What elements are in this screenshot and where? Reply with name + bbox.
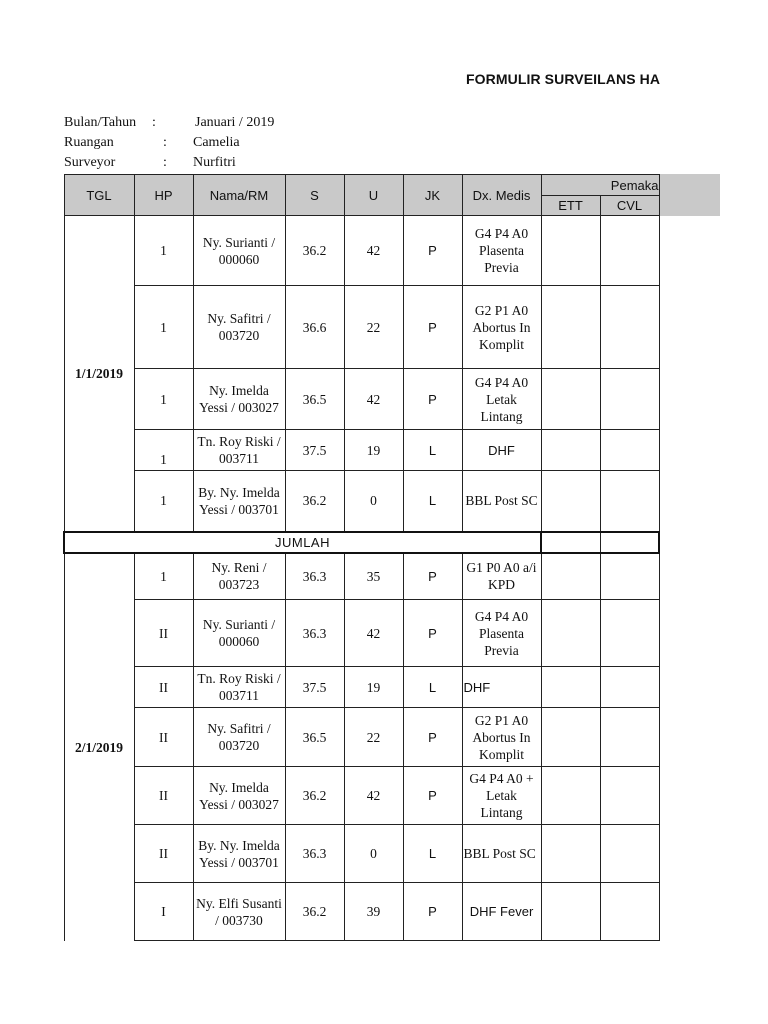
jumlah-label: JUMLAH bbox=[64, 532, 541, 553]
s-cell: 36.2 bbox=[285, 471, 344, 532]
ett-cell bbox=[541, 667, 600, 708]
u-cell: 19 bbox=[344, 667, 403, 708]
dx-cell: G1 P0 A0 a/i KPD bbox=[462, 553, 541, 600]
cvl-cell bbox=[600, 286, 659, 369]
s-cell: 36.2 bbox=[285, 767, 344, 825]
table-row bbox=[64, 667, 659, 708]
hp-cell: 1 bbox=[134, 430, 193, 471]
hp-cell: II bbox=[134, 825, 193, 883]
total-row bbox=[64, 532, 659, 553]
jk-cell: L bbox=[403, 667, 462, 708]
dx-cell: G2 P1 A0 Abortus In Komplit bbox=[462, 708, 541, 767]
nama-cell: By. Ny. Imelda Yessi / 003701 bbox=[193, 825, 285, 883]
jk-cell: P bbox=[403, 883, 462, 941]
s-cell: 36.2 bbox=[285, 883, 344, 941]
header-hp: HP bbox=[134, 175, 193, 216]
dx-cell: DHF Fever bbox=[462, 883, 541, 941]
nama-cell: Ny. Imelda Yessi / 003027 bbox=[193, 369, 285, 430]
nama-cell: Ny. Surianti / 000060 bbox=[193, 600, 285, 667]
cvl-cell bbox=[600, 430, 659, 471]
date-cell: 1/1/2019 bbox=[64, 216, 134, 532]
cvl-cell bbox=[600, 471, 659, 532]
jk-cell: P bbox=[403, 216, 462, 286]
nama-cell: Ny. Safitri / 003720 bbox=[193, 286, 285, 369]
dx-cell: DHF bbox=[462, 430, 541, 471]
header-dx: Dx. Medis bbox=[462, 175, 541, 216]
u-cell: 19 bbox=[344, 430, 403, 471]
u-cell: 22 bbox=[344, 708, 403, 767]
surveillance-table bbox=[63, 174, 660, 941]
ett-cell bbox=[541, 471, 600, 532]
dx-cell: G4 P4 A0 Plasenta Previa bbox=[462, 600, 541, 667]
meta-label: Ruangan bbox=[64, 135, 114, 150]
u-cell: 35 bbox=[344, 553, 403, 600]
s-cell: 36.5 bbox=[285, 369, 344, 430]
u-cell: 0 bbox=[344, 825, 403, 883]
s-cell: 37.5 bbox=[285, 667, 344, 708]
nama-cell: Tn. Roy Riski / 003711 bbox=[193, 667, 285, 708]
meta-colon: : bbox=[163, 155, 167, 170]
u-cell: 42 bbox=[344, 767, 403, 825]
nama-cell: Ny. Reni / 003723 bbox=[193, 553, 285, 600]
s-cell: 36.3 bbox=[285, 600, 344, 667]
u-cell: 42 bbox=[344, 369, 403, 430]
header-s: S bbox=[285, 175, 344, 216]
hp-cell: 1 bbox=[134, 553, 193, 600]
u-cell: 39 bbox=[344, 883, 403, 941]
jk-cell: P bbox=[403, 369, 462, 430]
nama-cell: Ny. Elfi Susanti / 003730 bbox=[193, 883, 285, 941]
ett-cell bbox=[541, 553, 600, 600]
dx-cell: G2 P1 A0 Abortus In Komplit bbox=[462, 286, 541, 369]
nama-cell: Ny. Surianti / 000060 bbox=[193, 216, 285, 286]
s-cell: 36.3 bbox=[285, 825, 344, 883]
table-row bbox=[64, 216, 659, 286]
header-tgl: TGL bbox=[64, 175, 134, 216]
header-u: U bbox=[344, 175, 403, 216]
header-ett: ETT bbox=[541, 196, 600, 216]
ett-cell bbox=[541, 600, 600, 667]
hp-cell: 1 bbox=[134, 286, 193, 369]
u-cell: 42 bbox=[344, 600, 403, 667]
table-row bbox=[64, 430, 659, 471]
hp-cell: I bbox=[134, 883, 193, 941]
u-cell: 22 bbox=[344, 286, 403, 369]
cvl-cell bbox=[600, 825, 659, 883]
hp-cell: II bbox=[134, 600, 193, 667]
nama-cell: By. Ny. Imelda Yessi / 003701 bbox=[193, 471, 285, 532]
cvl-cell bbox=[600, 767, 659, 825]
cvl-cell bbox=[600, 667, 659, 708]
meta-value: Januari / 2019 bbox=[195, 115, 275, 130]
s-cell: 36.6 bbox=[285, 286, 344, 369]
cvl-cell bbox=[600, 708, 659, 767]
dx-cell: G4 P4 A0 Letak Lintang bbox=[462, 369, 541, 430]
header-nama: Nama/RM bbox=[193, 175, 285, 216]
table-row bbox=[64, 471, 659, 532]
jk-cell: P bbox=[403, 708, 462, 767]
jk-cell: L bbox=[403, 471, 462, 532]
ett-cell bbox=[541, 883, 600, 941]
table-row bbox=[64, 553, 659, 600]
meta-value: Nurfitri bbox=[193, 155, 236, 170]
header-cvl: CVL bbox=[600, 196, 659, 216]
table-row bbox=[64, 708, 659, 767]
jk-cell: L bbox=[403, 825, 462, 883]
dx-cell: BBL Post SC bbox=[462, 471, 541, 532]
hp-cell: 1 bbox=[134, 369, 193, 430]
hp-cell: II bbox=[134, 667, 193, 708]
header-jk: JK bbox=[403, 175, 462, 216]
jk-cell: P bbox=[403, 553, 462, 600]
nama-cell: Tn. Roy Riski / 003711 bbox=[193, 430, 285, 471]
s-cell: 36.3 bbox=[285, 553, 344, 600]
ett-cell bbox=[541, 430, 600, 471]
s-cell: 37.5 bbox=[285, 430, 344, 471]
table-row bbox=[64, 600, 659, 667]
dx-cell: G4 P4 A0 Plasenta Previa bbox=[462, 216, 541, 286]
jk-cell: P bbox=[403, 767, 462, 825]
dx-cell: DHF bbox=[462, 667, 541, 708]
table-row bbox=[64, 767, 659, 825]
hp-cell: II bbox=[134, 708, 193, 767]
cvl-cell bbox=[600, 553, 659, 600]
ett-cell bbox=[541, 767, 600, 825]
jk-cell: L bbox=[403, 430, 462, 471]
nama-cell: Ny. Safitri / 003720 bbox=[193, 708, 285, 767]
jumlah-ett bbox=[541, 532, 600, 553]
meta-label: Surveyor bbox=[64, 155, 116, 170]
cvl-cell bbox=[600, 600, 659, 667]
cvl-cell bbox=[600, 883, 659, 941]
ett-cell bbox=[541, 825, 600, 883]
header-extension bbox=[660, 174, 720, 216]
jumlah-cvl bbox=[600, 532, 659, 553]
meta-label: Bulan/Tahun bbox=[64, 115, 137, 130]
hp-cell: 1 bbox=[134, 216, 193, 286]
hp-cell: II bbox=[134, 767, 193, 825]
ett-cell bbox=[541, 286, 600, 369]
header-pemakaian: Pemaka bbox=[541, 175, 659, 196]
table-row bbox=[64, 369, 659, 430]
u-cell: 42 bbox=[344, 216, 403, 286]
table-row bbox=[64, 286, 659, 369]
table-row bbox=[64, 883, 659, 941]
dx-cell: BBL Post SC bbox=[462, 825, 541, 883]
ett-cell bbox=[541, 369, 600, 430]
dx-cell: G4 P4 A0 + Letak Lintang bbox=[462, 767, 541, 825]
meta-colon: : bbox=[152, 115, 156, 130]
meta-value: Camelia bbox=[193, 135, 240, 150]
cvl-cell bbox=[600, 216, 659, 286]
meta-colon: : bbox=[163, 135, 167, 150]
cvl-cell bbox=[600, 369, 659, 430]
jk-cell: P bbox=[403, 286, 462, 369]
table-row bbox=[64, 825, 659, 883]
s-cell: 36.2 bbox=[285, 216, 344, 286]
s-cell: 36.5 bbox=[285, 708, 344, 767]
ett-cell bbox=[541, 708, 600, 767]
form-title: FORMULIR SURVEILANS HA bbox=[466, 71, 660, 87]
ett-cell bbox=[541, 216, 600, 286]
jk-cell: P bbox=[403, 600, 462, 667]
hp-cell: 1 bbox=[134, 471, 193, 532]
nama-cell: Ny. Imelda Yessi / 003027 bbox=[193, 767, 285, 825]
u-cell: 0 bbox=[344, 471, 403, 532]
date-cell: 2/1/2019 bbox=[64, 553, 134, 941]
